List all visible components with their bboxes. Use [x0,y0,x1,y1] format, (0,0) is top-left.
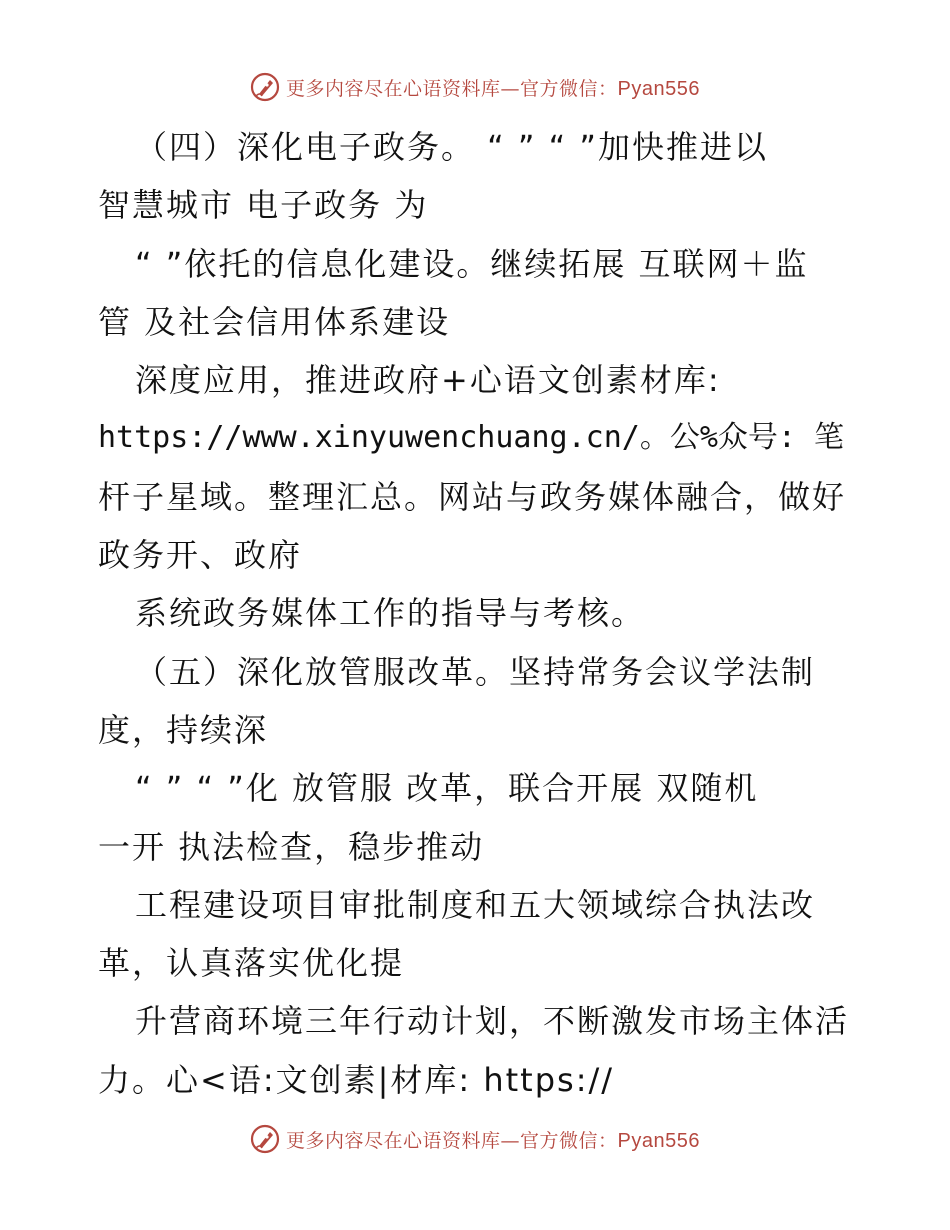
body-line: 智慧城市 电子政务 为 [98,186,429,225]
body-line: 杆子星域。整理汇总。网站与政务媒体融合，做好 [98,477,847,516]
body-line: 管 及社会信用体系建设 [98,302,451,341]
body-line: 力。心<语:文创素|材库: https:// [98,1060,615,1099]
page-footer-banner [0,1124,950,1154]
footer-wechat-id: Pyan556 [617,1129,700,1152]
body-line: 工程建设项目审批制度和五大领域综合执法改 [135,885,816,924]
body-line: 升营商环境三年行动计划，不断激发市场主体活 [135,1002,850,1041]
body-line: 系统政务媒体工作的指导与考核。 [135,594,646,633]
header-banner-cn: 更多内容尽在心语资料库—官方微信： [286,77,618,100]
body-line: 深度应用，推进政府+心语文创素材库: [135,361,721,400]
body-line: （四）深化电子政务。 “ ” “ ”加快推进以 [135,128,769,166]
pen-nib-logo-icon [250,1124,280,1154]
header-banner-text [286,74,700,101]
header-wechat-id: Pyan556 [617,77,700,100]
footer-banner-cn: 更多内容尽在心语资料库—官方微信： [286,1129,618,1152]
page-header-banner [0,72,950,102]
body-line: “ ” “ ”化 放管服 改革，联合开展 双随机 [135,769,759,808]
document-body [98,118,858,1109]
body-line: （五）深化放管服改革。坚持常务会议学法制 [135,652,816,691]
body-line: “ ”依托的信息化建设。继续拓展 互联网＋监 [135,244,809,283]
body-line-url: https://www.xinyuwenchuang.cn/。公%众号: 笔 [98,420,845,456]
pen-nib-logo-icon [250,72,280,102]
body-line: 度，持续深 [98,710,269,749]
body-line: 革，认真落实优化提 [98,944,405,983]
body-line: 政务开、政府 [98,536,303,575]
footer-banner-text [286,1126,700,1153]
body-line: 一开 执法检查，稳步推动 [98,827,485,866]
